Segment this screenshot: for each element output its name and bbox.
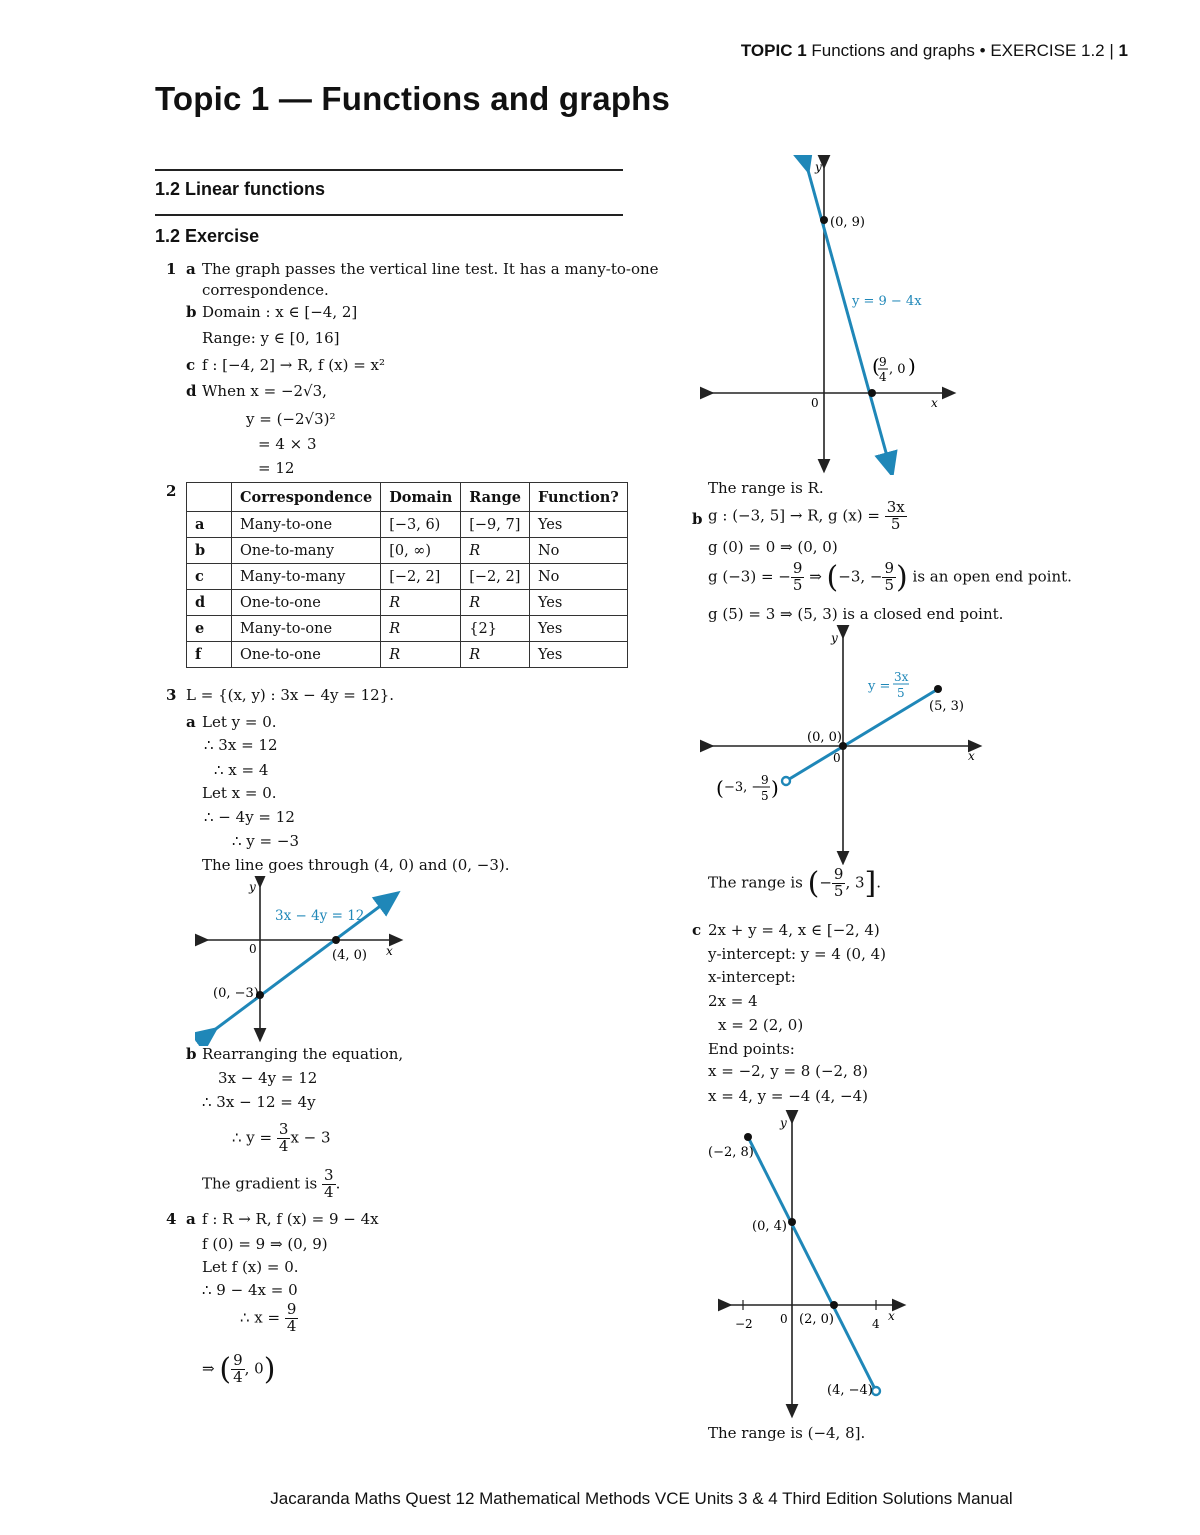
range-prefix: The range is bbox=[708, 873, 803, 892]
point-2-0 bbox=[830, 1301, 838, 1309]
fraction-3x-5 bbox=[885, 500, 907, 533]
q4-a-line: f : R → R, f (x) = 9 − 4x bbox=[202, 1210, 379, 1228]
point-label-4-neg4: (4, −4) bbox=[827, 1383, 873, 1398]
header-exercise: EXERCISE 1.2 bbox=[990, 41, 1105, 60]
q3-a-line: ∴ 3x = 12 bbox=[204, 736, 278, 754]
q4-c-range: The range is (−4, 8]. bbox=[708, 1424, 866, 1442]
denominator: 4 bbox=[286, 1316, 297, 1335]
denominator: 5 bbox=[884, 576, 895, 594]
numerator: 9 bbox=[286, 1300, 297, 1318]
table-row bbox=[187, 538, 628, 564]
q1-a-line1: The graph passes the vertical line test. It has a many-to-one bbox=[202, 260, 659, 278]
graph-y-3x-5 bbox=[700, 625, 985, 865]
numerator: 9 bbox=[792, 559, 803, 578]
table-cell: [0, ∞) bbox=[381, 538, 461, 564]
numerator: 9 bbox=[884, 559, 895, 578]
q3-a-line: ∴ − 4y = 12 bbox=[204, 808, 295, 826]
q3-gradient bbox=[202, 1168, 340, 1201]
q1-d-line: = 12 bbox=[258, 459, 295, 477]
q3-a-line: Let x = 0. bbox=[202, 784, 277, 802]
numerator: 9 bbox=[233, 1351, 243, 1370]
implies-symbol: ⇒ bbox=[202, 1359, 215, 1378]
table-row bbox=[187, 590, 628, 616]
table-header-cell: Range bbox=[461, 483, 530, 512]
table-cell: No bbox=[529, 564, 627, 590]
q1-c-label: c bbox=[186, 356, 196, 374]
q4-a-line: Let f (x) = 0. bbox=[202, 1258, 299, 1276]
table-cell: R bbox=[461, 538, 530, 564]
table-cell: [−3, 6) bbox=[381, 512, 461, 538]
question-number-4: 4 bbox=[166, 1210, 177, 1228]
header-topic-name: Functions and graphs bbox=[811, 41, 975, 60]
svg-text:(: ( bbox=[716, 776, 724, 800]
denominator: 5 bbox=[792, 576, 803, 594]
q1-d-label: d bbox=[186, 382, 197, 400]
numerator: 3x bbox=[894, 670, 909, 684]
eq-prefix: y = bbox=[868, 679, 891, 694]
q1-b-label: b bbox=[186, 303, 197, 321]
q1-d-line: y = (−2√3)² bbox=[246, 410, 336, 428]
point-label-2-0: (2, 0) bbox=[799, 1312, 834, 1327]
origin-label: 0 bbox=[249, 942, 257, 956]
question-number-3: 3 bbox=[166, 686, 177, 704]
origin-label: 0 bbox=[833, 751, 841, 765]
table-row bbox=[187, 564, 628, 590]
point-text: −3, − bbox=[838, 567, 883, 586]
section-heading: 1.2 Linear functions bbox=[155, 179, 326, 199]
denominator: 4 bbox=[278, 1136, 289, 1155]
q4-a-label: a bbox=[186, 1210, 196, 1228]
row-label-cell: d bbox=[187, 590, 232, 616]
header-topic-label: TOPIC 1 bbox=[740, 41, 807, 60]
point-suffix: , 0 bbox=[244, 1359, 264, 1378]
table-cell: [−2, 2] bbox=[461, 564, 530, 590]
svg-text:): ) bbox=[908, 354, 916, 378]
svg-text:): ) bbox=[771, 776, 779, 800]
open-end-point-4-neg4 bbox=[872, 1387, 880, 1395]
denominator: 5 bbox=[897, 686, 905, 700]
table-cell: [−2, 2] bbox=[381, 564, 461, 590]
q4-b-range: The range is (− $\frac{9}{5}$ , 3]. bbox=[708, 865, 882, 901]
header-separator: | bbox=[1109, 41, 1114, 60]
table-header-cell bbox=[187, 483, 232, 512]
numerator: 3 bbox=[324, 1166, 334, 1184]
gradient-fraction bbox=[322, 1168, 336, 1201]
q4-a-x-intercept-point: ⇒ ( $\frac{9}{4}$ , 0) bbox=[202, 1351, 276, 1387]
x-axis-label: x bbox=[888, 1309, 895, 1323]
q4-b-g-neg3: g (−3) = − $\frac{9}{5}$ ⇒ (−3, − $\frac{9}{5}$ ) is an open end point. bbox=[708, 559, 1072, 595]
question-number-1: 1 bbox=[166, 260, 177, 278]
origin-label: 0 bbox=[780, 1312, 788, 1326]
table-header-row bbox=[187, 483, 628, 512]
row-label-cell: a bbox=[187, 512, 232, 538]
y-axis-label: y bbox=[815, 160, 822, 174]
x-axis-label: x bbox=[931, 396, 938, 410]
x-prefix: ∴ x = bbox=[240, 1308, 281, 1327]
q3-b-label: b bbox=[186, 1045, 197, 1063]
table-cell: R bbox=[381, 642, 461, 668]
table-cell: R bbox=[461, 642, 530, 668]
q1-d-line: = 4 × 3 bbox=[258, 435, 317, 453]
numerator: 3x bbox=[886, 498, 905, 516]
graph-y-9-4x bbox=[700, 155, 960, 475]
eq-suffix: x − 3 bbox=[290, 1128, 331, 1147]
section-rule-bottom bbox=[155, 214, 623, 216]
point-label-0-0: (0, 0) bbox=[807, 730, 842, 745]
row-label-cell: e bbox=[187, 616, 232, 642]
row-label-cell: c bbox=[187, 564, 232, 590]
point-label-5-3: (5, 3) bbox=[929, 699, 964, 714]
point-label-neg2-8: (−2, 8) bbox=[708, 1145, 754, 1160]
q4-b-definition bbox=[708, 500, 907, 533]
point-9-4-0 bbox=[868, 389, 876, 397]
q4-c-line: End points: bbox=[708, 1040, 795, 1058]
q3-a-label: a bbox=[186, 713, 196, 731]
table-cell: Yes bbox=[529, 590, 627, 616]
q1-b-domain: Domain : x ∈ [−4, 2] bbox=[202, 303, 358, 321]
subsection-heading: 1.2 Exercise bbox=[155, 226, 260, 246]
point-0-9 bbox=[820, 216, 828, 224]
section-rule-top bbox=[155, 169, 623, 171]
origin-label: 0 bbox=[811, 396, 819, 410]
numerator: 9 bbox=[761, 773, 769, 787]
page-number: 1 bbox=[1118, 41, 1128, 60]
fraction-9-5 bbox=[832, 867, 846, 900]
numerator: 9 bbox=[833, 865, 844, 884]
g-prefix: g (−3) = − bbox=[708, 567, 791, 586]
x-axis-label: x bbox=[968, 749, 975, 763]
point-text: −3, − bbox=[724, 780, 763, 795]
table-cell: No bbox=[529, 538, 627, 564]
q1-d-line: When x = −2√3, bbox=[202, 382, 327, 400]
q3-a-line: The line goes through (4, 0) and (0, −3). bbox=[202, 856, 510, 874]
table-cell: One-to-many bbox=[232, 538, 381, 564]
table-cell: Yes bbox=[529, 512, 627, 538]
q3-a-line: Let y = 0. bbox=[202, 713, 277, 731]
closed-end-point-neg2-8 bbox=[744, 1133, 752, 1141]
q4-c-line: 2x = 4 bbox=[708, 992, 758, 1010]
tick-label-neg2: −2 bbox=[735, 1317, 753, 1331]
q3-b-line: Rearranging the equation, bbox=[202, 1045, 404, 1063]
numerator: 9 bbox=[879, 355, 887, 369]
table-row bbox=[187, 616, 628, 642]
y-axis-label: y bbox=[780, 1116, 787, 1130]
y-axis-label: y bbox=[831, 631, 838, 645]
gradient-prefix: The gradient is bbox=[202, 1174, 318, 1193]
point-label-0-4: (0, 4) bbox=[752, 1219, 787, 1234]
correspondence-table bbox=[186, 482, 628, 668]
table-header-cell: Correspondence bbox=[232, 483, 381, 512]
table-cell: Many-to-one bbox=[232, 512, 381, 538]
row-label-cell: f bbox=[187, 642, 232, 668]
eq-prefix: ∴ y = bbox=[232, 1128, 273, 1147]
q4-c-line: 2x + y = 4, x ∈ [−2, 4) bbox=[708, 921, 880, 939]
point-label-0-9: (0, 9) bbox=[830, 215, 865, 230]
equation-label: 3x − 4y = 12 bbox=[275, 908, 365, 924]
table-cell: One-to-one bbox=[232, 642, 381, 668]
point-suffix: , 0 bbox=[889, 362, 906, 377]
range-suffix: , 3 bbox=[845, 873, 865, 892]
denominator: 5 bbox=[761, 789, 769, 803]
q1-a-line2: correspondence. bbox=[202, 281, 329, 299]
point-label-0-neg3: (0, −3) bbox=[213, 986, 259, 1001]
q4-a-x-solution bbox=[240, 1302, 298, 1335]
q4-c-line: x = 2 (2, 0) bbox=[718, 1016, 804, 1034]
q4-b-g5: g (5) = 3 ⇒ (5, 3) is a closed end point. bbox=[708, 605, 1004, 623]
denominator: 4 bbox=[324, 1182, 334, 1201]
q4-a-line: f (0) = 9 ⇒ (0, 9) bbox=[202, 1235, 328, 1253]
table-cell: Yes bbox=[529, 616, 627, 642]
running-header bbox=[741, 41, 1128, 61]
equation-label: y = 9 − 4x bbox=[852, 294, 922, 309]
point-label-4-0: (4, 0) bbox=[332, 948, 367, 963]
q1-c-text: f : [−4, 2] → R, f (x) = x² bbox=[202, 356, 386, 374]
segment-2x-y-4 bbox=[748, 1137, 876, 1391]
table-cell: R bbox=[381, 616, 461, 642]
q4-c-line: y-intercept: y = 4 (0, 4) bbox=[708, 945, 887, 963]
table-header-cell: Domain bbox=[381, 483, 461, 512]
y-axis-label: y bbox=[249, 880, 256, 894]
q4-c-line: x = −2, y = 8 (−2, 8) bbox=[708, 1062, 868, 1080]
question-number-2: 2 bbox=[166, 482, 177, 500]
closed-end-point-5-3 bbox=[934, 685, 942, 693]
q4-a-range: The range is R. bbox=[708, 479, 824, 497]
page-footer: Jacaranda Maths Quest 12 Mathematical Methods VCE Units 3 & 4 Third Edition Solutions Manual bbox=[270, 1489, 1013, 1508]
graph-3x-4y-12 bbox=[195, 876, 405, 1046]
open-end-text: is an open end point. bbox=[912, 567, 1072, 586]
header-bullet: • bbox=[979, 41, 986, 60]
q4-c-line: x-intercept: bbox=[708, 968, 796, 986]
gradient-suffix: . bbox=[335, 1174, 341, 1193]
table-cell: R bbox=[461, 590, 530, 616]
denominator: 4 bbox=[879, 370, 887, 384]
q4-b-label: b bbox=[692, 510, 703, 528]
table-cell: R bbox=[381, 590, 461, 616]
point-0-4 bbox=[788, 1218, 796, 1226]
fraction-9-5 bbox=[882, 561, 896, 594]
table-header-cell: Function? bbox=[529, 483, 627, 512]
table-cell: One-to-one bbox=[232, 590, 381, 616]
x-axis-label: x bbox=[386, 944, 393, 958]
table-cell: Yes bbox=[529, 642, 627, 668]
denominator: 4 bbox=[233, 1368, 243, 1386]
q3-b-line: ∴ 3x − 12 = 4y bbox=[202, 1093, 316, 1111]
table-cell: Many-to-many bbox=[232, 564, 381, 590]
q1-a-label: a bbox=[186, 260, 196, 278]
row-label-cell: b bbox=[187, 538, 232, 564]
denominator: 5 bbox=[890, 514, 901, 533]
fraction-9-4 bbox=[231, 1353, 245, 1386]
line-y-9-4x bbox=[806, 163, 890, 467]
q3-b-equation bbox=[232, 1122, 331, 1155]
tick-label-4: 4 bbox=[872, 1317, 880, 1331]
open-end-point-neg3 bbox=[782, 777, 790, 785]
q1-b-range: Range: y ∈ [0, 16] bbox=[202, 329, 340, 347]
point-4-0 bbox=[332, 936, 340, 944]
q4-c-line: x = 4, y = −4 (4, −4) bbox=[708, 1087, 868, 1105]
fraction-9-4 bbox=[285, 1302, 299, 1335]
graph-2x-y-4 bbox=[700, 1110, 910, 1420]
def-prefix: g : (−3, 5] → R, g (x) = bbox=[708, 506, 880, 525]
table-cell: {2} bbox=[461, 616, 530, 642]
numerator: 3 bbox=[278, 1120, 289, 1138]
table-row bbox=[187, 642, 628, 668]
q4-c-label: c bbox=[692, 921, 702, 939]
page-title: Topic 1 — Functions and graphs bbox=[155, 80, 671, 117]
q4-b-g0: g (0) = 0 ⇒ (0, 0) bbox=[708, 538, 838, 556]
q3-b-line: 3x − 4y = 12 bbox=[218, 1069, 318, 1087]
q3-a-line: ∴ x = 4 bbox=[214, 761, 269, 779]
fraction-3-4 bbox=[277, 1122, 291, 1155]
fraction-9-5 bbox=[791, 561, 805, 594]
table-cell: [−9, 7] bbox=[461, 512, 530, 538]
denominator: 5 bbox=[833, 882, 844, 900]
table-cell: Many-to-one bbox=[232, 616, 381, 642]
q4-a-line: ∴ 9 − 4x = 0 bbox=[202, 1281, 298, 1299]
implies-symbol: ⇒ bbox=[809, 567, 822, 586]
table-row bbox=[187, 512, 628, 538]
q3-a-line: ∴ y = −3 bbox=[232, 832, 300, 850]
q3-stem: L = {(x, y) : 3x − 4y = 12}. bbox=[186, 686, 395, 704]
svg-text:(: ( bbox=[872, 354, 880, 378]
